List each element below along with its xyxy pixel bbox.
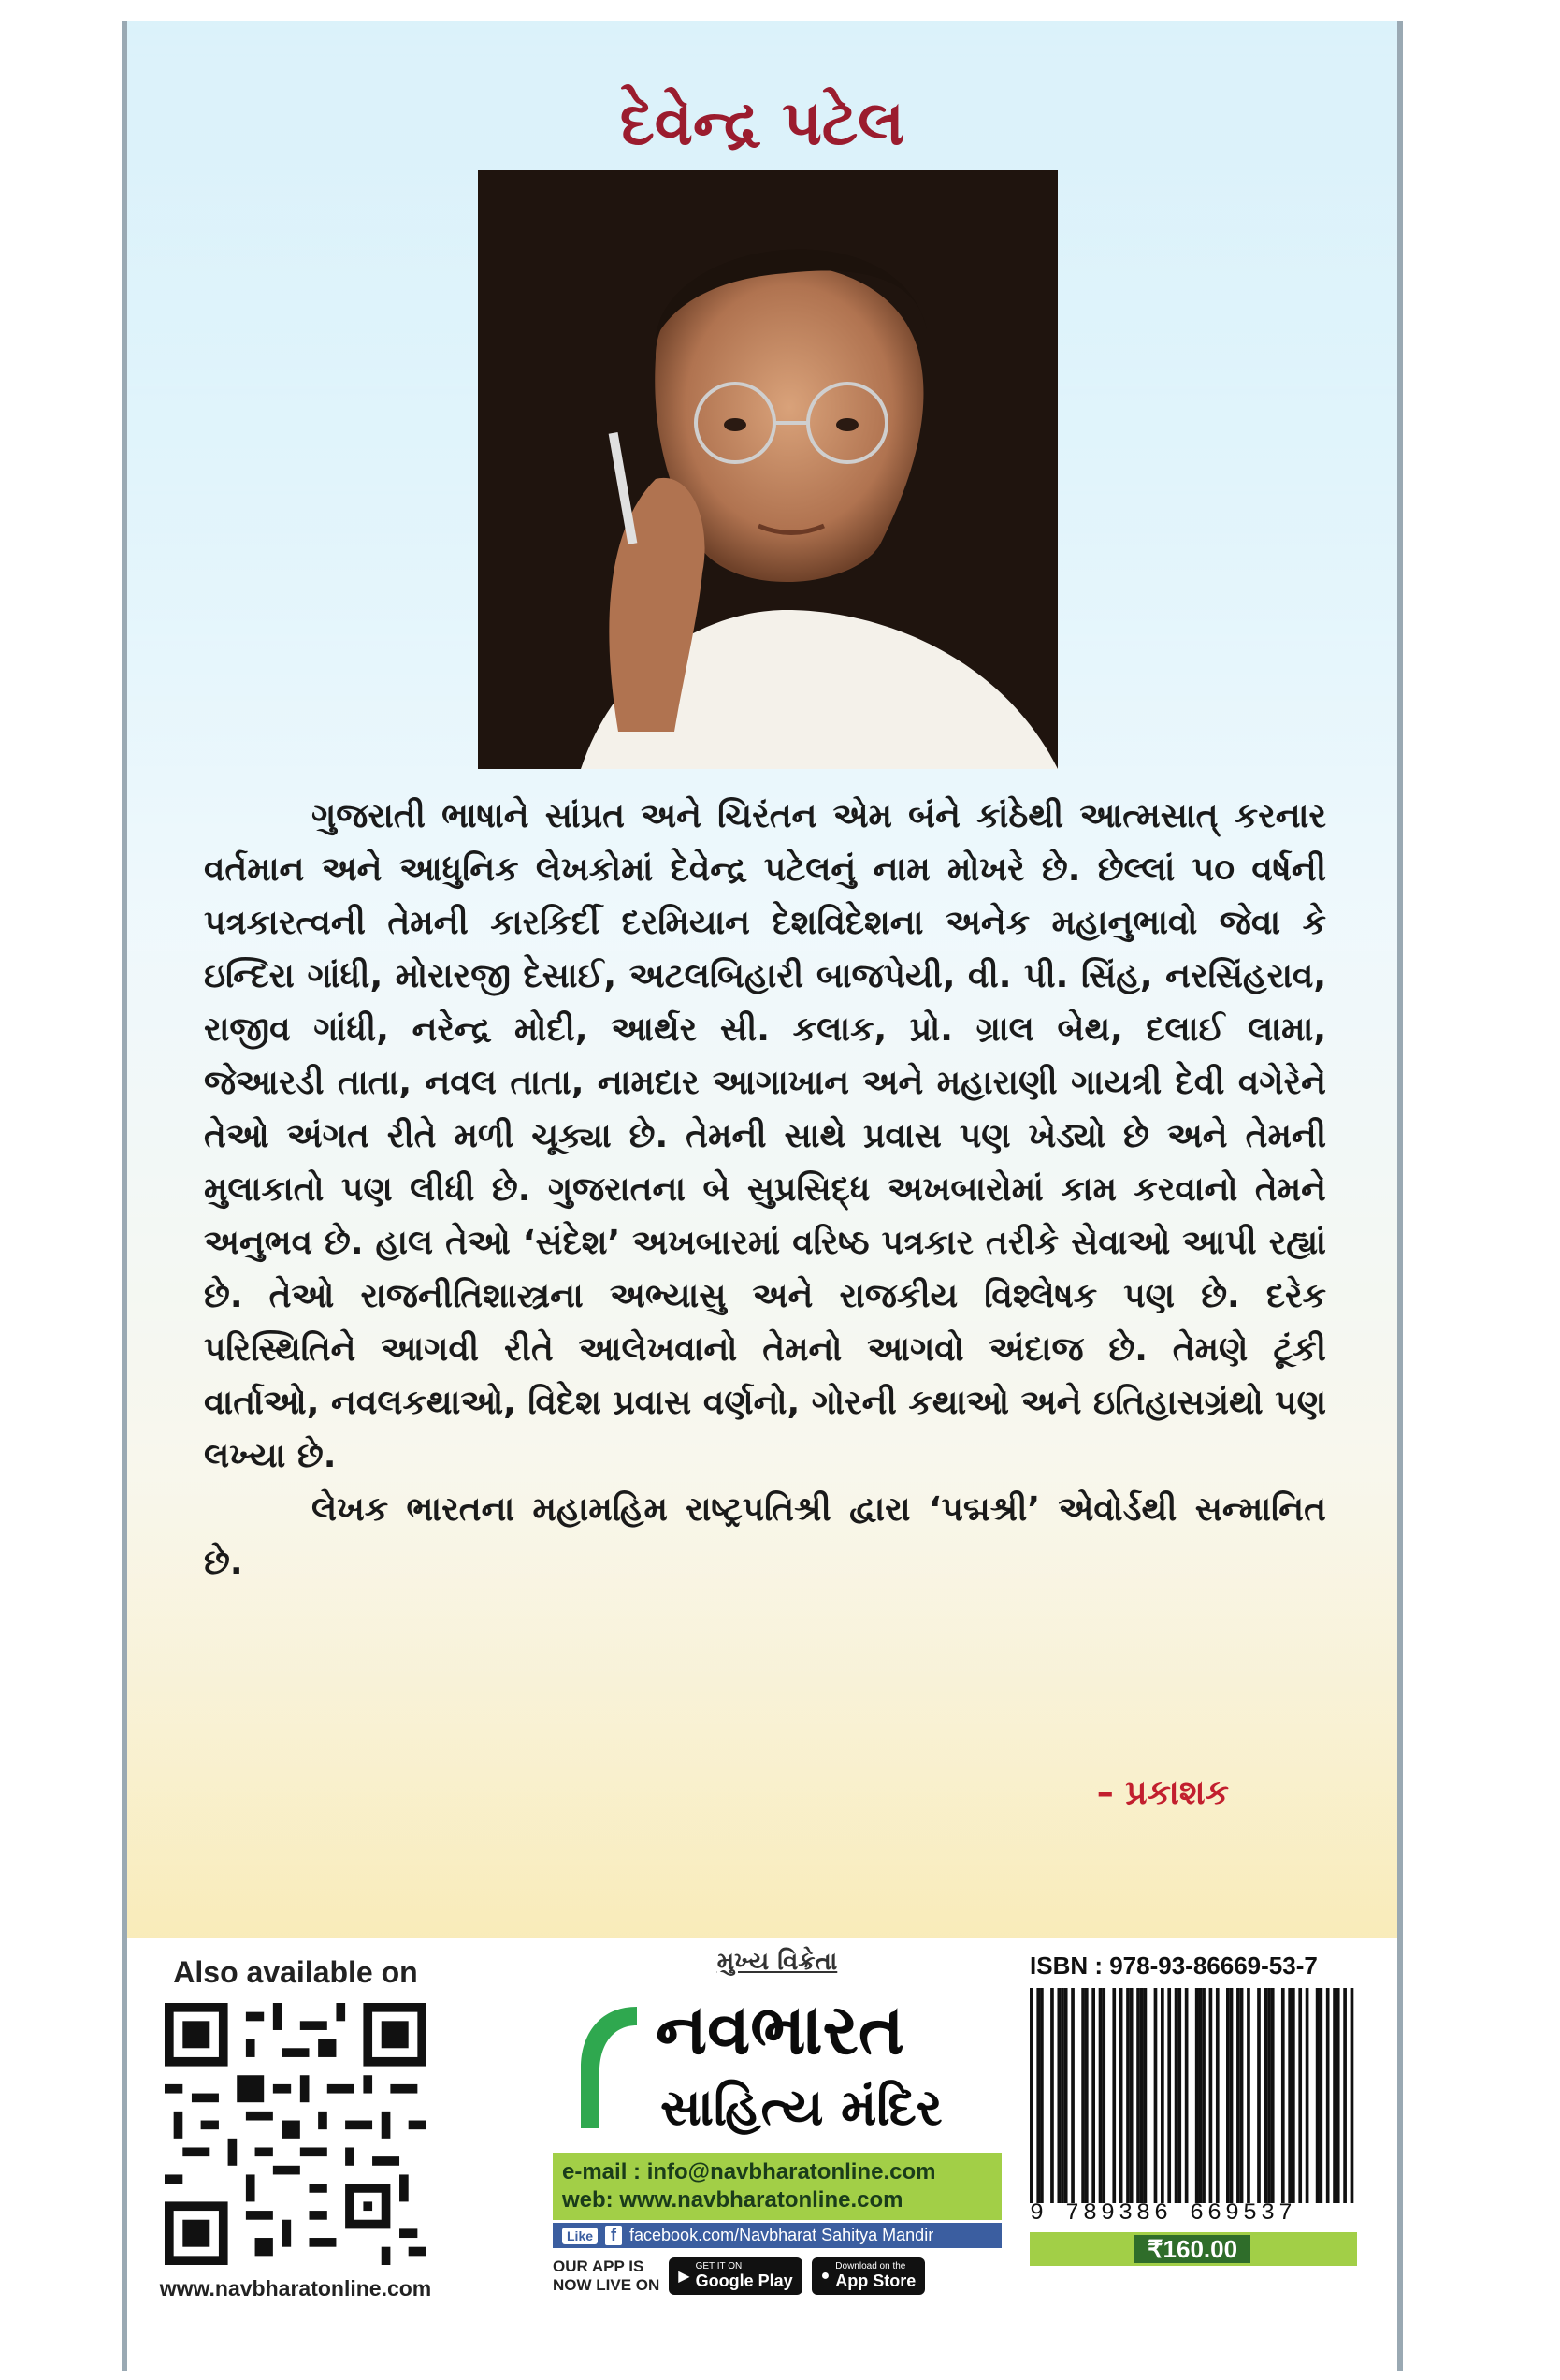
qr-code[interactable] — [165, 2003, 426, 2265]
author-portrait — [478, 170, 1058, 769]
facebook-bar[interactable] — [553, 2223, 1002, 2248]
contact-box — [553, 2153, 1002, 2220]
web-text[interactable]: web: www.navbharatonline.com — [562, 2187, 903, 2213]
author-blurb — [204, 790, 1326, 1589]
book-back-cover — [122, 21, 1403, 2371]
facebook-icon: f — [605, 2226, 622, 2245]
price-bar — [1030, 2232, 1357, 2266]
portrait-illustration — [478, 170, 1058, 769]
barcode-number: 9 789386 669537 — [1030, 2199, 1297, 2227]
publisher-name-line2: સાહિત્ય મંદિર — [660, 2078, 943, 2137]
like-icon: Like — [562, 2228, 598, 2244]
bottom-info-band — [127, 1938, 1397, 2371]
price-tag: ₹160.00 — [1134, 2235, 1250, 2263]
blurb-paragraph-2: લેખક ભારતના મહામહિમ રાષ્ટ્રપતિશ્રી દ્વારા ‘પદ્મશ્રી’ એવોર્ડથી સન્માનિત છે. — [204, 1490, 1326, 1582]
app-store-label: App Store — [835, 2271, 917, 2290]
app-store-row — [553, 2257, 1002, 2295]
publisher-signature: – પ્રકાશક — [1096, 1774, 1229, 1812]
blurb-paragraph-1: ગુજરાતી ભાષાને સાંપ્રત અને ચિરંતન એમ બંને કાંઠેથી આત્મસાત્ કરનાર વર્તમાન અને આધુનિક લેખકોમાં દેવેન્દ્ર પટેલનું નામ મોખરે છે. છેલ્લાં ૫૦ વર્ષની પત્રકારત્વની તેમની કારકિર્દી દરમિયાન દેશવિદેશના અનેક મહાનુભાવો જેવા કે ઇન્દિરા ગાંધી, મોરારજી દેસાઈ, અટલબિહારી બાજપેયી, વી. પી. સિંહ, નરસિંહરાવ, રાજીવ ગાંધી, નરેન્દ્ર મોદી, આર્થર સી. કલાક, પ્રો. ગ્રાલ બેથ, દલાઈ લામા, જેઆરડી તાતા, નવલ તાતા, નામદાર આગાખાન અને મહારાણી ગાયત્રી દેવી વગેરેને તેઓ અંગત રીતે મળી ચૂક્યા છે. તેમની સાથે પ્રવાસ પણ ખેડ્યો છે અને તેમની મુલાકાતો પણ લીધી છે. ગુજરાતના બે સુપ્રસિદ્ધ અખબારોમાં કામ કરવાનો તેમને અનુભવ છે. હાલ તેઓ ‘સંદેશ’ અખબારમાં વરિષ્ઠ પત્રકાર તરીકે સેવાઓ આપી રહ્યાં છે. તેઓ રાજનીતિશાસ્ત્રના અભ્યાસુ અને રાજકીય વિશ્લેષક પણ છે. દરેક પરિસ્થિતિને આગવી રીતે આલેખવાનો તેમનો આગવો અંદાજ છે. તેમણે ટૂંકી વાર્તાઓ, નવલકથાઓ, વિદેશ પ્રવાસ વર્ણનો, ગોરની કથાઓ અને ઇતિહાસગ્રંથો પણ લખ્યા છે. — [204, 797, 1326, 1475]
author-name: દેવેન્દ્ર પટેલ — [619, 86, 905, 159]
app-label-line2: NOW LIVE ON — [553, 2276, 660, 2294]
qr-section — [155, 1955, 436, 2301]
isbn-label: ISBN : 978-93-86669-53-7 — [1030, 1952, 1318, 1980]
chief-seller-label: મુખ્ય વિક્રેતા — [716, 1948, 838, 1976]
google-play-label: Google Play — [695, 2271, 793, 2290]
app-store-small: Download on the — [835, 2261, 906, 2271]
facebook-url: facebook.com/Navbharat Sahitya Mandir — [629, 2226, 934, 2244]
google-play-button[interactable] — [669, 2257, 802, 2295]
app-label-line1: OUR APP IS — [553, 2257, 644, 2275]
spine-edge-right — [1397, 21, 1403, 2371]
barcode — [1030, 1988, 1357, 2203]
publisher-section — [506, 1948, 1048, 2295]
google-play-icon: ▶ — [678, 2269, 690, 2285]
email-text[interactable]: e-mail : info@navbharatonline.com — [562, 2159, 936, 2184]
book-spine-icon — [571, 1997, 646, 2138]
isbn-section — [1030, 1952, 1376, 2266]
content-panel — [127, 21, 1397, 1938]
also-available-heading: Also available on — [173, 1955, 418, 1989]
google-play-small: GET IT ON — [695, 2261, 743, 2271]
publisher-name-line1: નવભારત — [656, 1990, 904, 2070]
apple-icon: ● — [820, 2268, 831, 2284]
app-label — [553, 2257, 659, 2295]
website-url[interactable]: www.navbharatonline.com — [159, 2276, 432, 2300]
app-store-button[interactable] — [812, 2257, 926, 2295]
publisher-logo — [571, 1990, 983, 2149]
